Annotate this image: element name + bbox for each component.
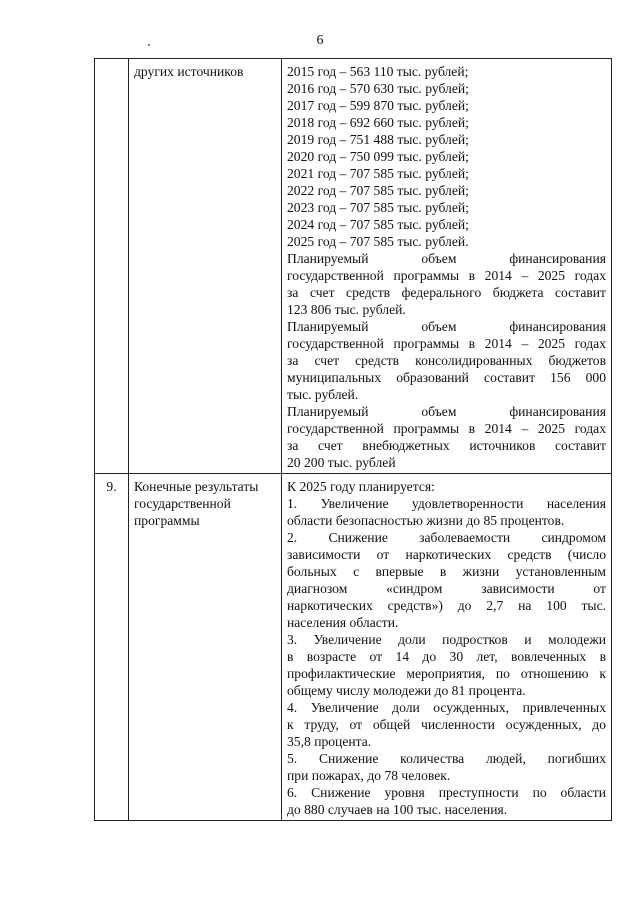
scan-speck bbox=[148, 44, 150, 46]
paragraph-line: наркотических средств») до 2,7 на 100 тыс. bbox=[287, 598, 606, 613]
list-item: 2020 год – 750 099 тыс. рублей; bbox=[287, 149, 469, 164]
row-content-cell bbox=[282, 59, 612, 474]
list-item: 2024 год – 707 585 тыс. рублей; bbox=[287, 217, 469, 232]
row-label-line: Конечные результаты bbox=[134, 479, 259, 494]
paragraph-line: Планируемый объем финансирования bbox=[287, 251, 606, 266]
paragraph-line: Планируемый объем финансирования bbox=[287, 404, 606, 419]
funding-paragraph-federal bbox=[287, 250, 606, 318]
result-item-5 bbox=[287, 750, 606, 784]
row-number-cell: 9. bbox=[95, 474, 129, 821]
paragraph-line: государственной программы в 2014 – 2025 годах bbox=[287, 421, 606, 436]
paragraph-line: зависимости от наркотических средств (число bbox=[287, 547, 606, 562]
paragraph-line: 1. Увеличение удовлетворенности населения bbox=[287, 496, 606, 511]
row-label-cell bbox=[129, 474, 282, 821]
results-intro: К 2025 году планируется: bbox=[287, 479, 435, 494]
result-item-6 bbox=[287, 784, 606, 818]
paragraph-line: до 880 случаев на 100 тыс. населения. bbox=[287, 802, 508, 817]
paragraph-line: 6. Снижение уровня преступности по области bbox=[287, 785, 606, 800]
paragraph-line: диагнозом «синдром зависимости от bbox=[287, 581, 606, 596]
paragraph-line: больных с впервые в жизни установленным bbox=[287, 564, 606, 579]
paragraph-line: 3. Увеличение доли подростков и молодежи bbox=[287, 632, 606, 647]
funding-paragraph-municipal bbox=[287, 318, 606, 403]
row-label-cell bbox=[129, 59, 282, 474]
paragraph-line: в возрасте от 14 до 30 лет, вовлеченных в bbox=[287, 649, 606, 664]
paragraph-line: населения области. bbox=[287, 615, 399, 630]
paragraph-line: общему числу молодежи до 81 процента. bbox=[287, 683, 526, 698]
row-label-line: других источников bbox=[134, 64, 244, 79]
row-content-cell bbox=[282, 474, 612, 821]
page-number: 6 bbox=[316, 33, 324, 48]
row-label-line: государственной bbox=[134, 496, 231, 511]
list-item: 2021 год – 707 585 тыс. рублей; bbox=[287, 166, 469, 181]
paragraph-line: государственной программы в 2014 – 2025 годах bbox=[287, 268, 606, 283]
paragraph-line: 5. Снижение количества людей, погибших bbox=[287, 751, 606, 766]
paragraph-line: 20 200 тыс. рублей bbox=[287, 455, 396, 470]
funding-paragraph-extrabudgetary bbox=[287, 403, 606, 471]
paragraph-line: к труду, от общей численности осужденных, до bbox=[287, 717, 606, 732]
paragraph-line: за счет внебюджетных источников составит bbox=[287, 438, 606, 453]
paragraph-line: профилактические мероприятия, по отношению к bbox=[287, 666, 606, 681]
paragraph-line: Планируемый объем финансирования bbox=[287, 319, 606, 334]
list-item: 2017 год – 599 870 тыс. рублей; bbox=[287, 98, 469, 113]
list-item: 2019 год – 751 488 тыс. рублей; bbox=[287, 132, 469, 147]
paragraph-line: 4. Увеличение доли осужденных, привлеченных bbox=[287, 700, 606, 715]
paragraph-line: 35,8 процента. bbox=[287, 734, 372, 749]
list-item: 2018 год – 692 660 тыс. рублей; bbox=[287, 115, 469, 130]
list-item: 2023 год – 707 585 тыс. рублей; bbox=[287, 200, 469, 215]
paragraph-line: за счет средств федерального бюджета составит bbox=[287, 285, 606, 300]
result-item-3 bbox=[287, 631, 606, 699]
list-item: 2016 год – 570 630 тыс. рублей; bbox=[287, 81, 469, 96]
table-row bbox=[95, 59, 612, 474]
yearly-funding-list bbox=[287, 63, 606, 250]
paragraph-line: 123 806 тыс. рублей. bbox=[287, 302, 406, 317]
list-item: 2015 год – 563 110 тыс. рублей; bbox=[287, 64, 469, 79]
program-table bbox=[94, 58, 612, 821]
paragraph-line: 2. Снижение заболеваемости синдромом bbox=[287, 530, 606, 545]
row-number-cell bbox=[95, 59, 129, 474]
result-item-2 bbox=[287, 529, 606, 631]
paragraph-line: тыс. рублей. bbox=[287, 387, 359, 402]
result-item-4 bbox=[287, 699, 606, 750]
paragraph-line: области безопасностью жизни до 85 процентов. bbox=[287, 513, 565, 528]
row-label-line: программы bbox=[134, 513, 200, 528]
result-item-1 bbox=[287, 495, 606, 529]
paragraph-line: за счет средств консолидированных бюджетов bbox=[287, 353, 606, 368]
list-item: 2025 год – 707 585 тыс. рублей. bbox=[287, 234, 469, 249]
table-row bbox=[95, 474, 612, 821]
list-item: 2022 год – 707 585 тыс. рублей; bbox=[287, 183, 469, 198]
paragraph-line: государственной программы в 2014 – 2025 годах bbox=[287, 336, 606, 351]
paragraph-line: муниципальных образований составит 156 000 bbox=[287, 370, 606, 385]
paragraph-line: при пожарах, до 78 человек. bbox=[287, 768, 451, 783]
